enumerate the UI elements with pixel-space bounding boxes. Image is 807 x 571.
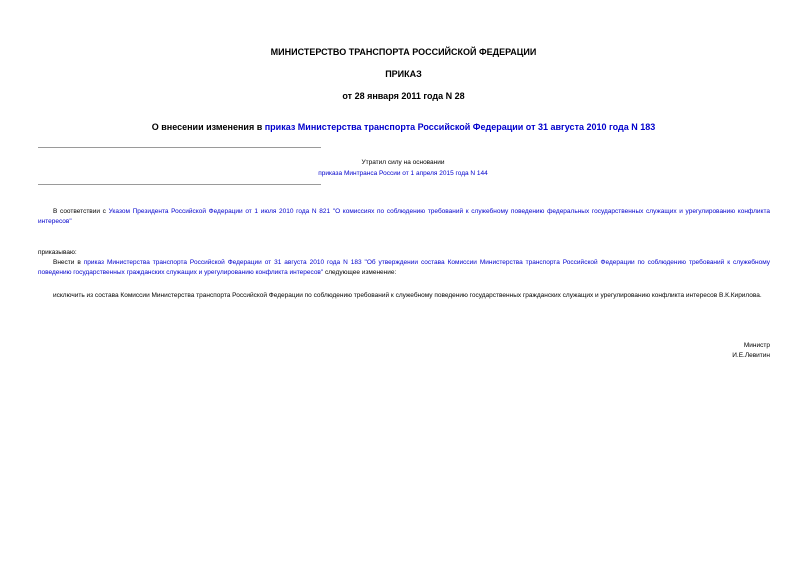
- divider-top: [38, 147, 321, 148]
- document-title: [0, 122, 807, 133]
- status-note-line2: [38, 169, 768, 179]
- preamble-paragraph: [38, 207, 770, 227]
- clause-1-text-end: следующее изменение:: [323, 269, 397, 276]
- ministry-heading: МИНИСТЕРСТВО ТРАНСПОРТА РОССИЙСКОЙ ФЕДЕРАЦИИ: [270, 47, 537, 57]
- clause-1-paragraph: [38, 258, 770, 278]
- divider-bottom: [38, 184, 321, 185]
- document-type: ПРИКАЗ: [385, 69, 422, 79]
- title-link-order-183[interactable]: приказ Министерства транспорта Российской Федерации от 31 августа 2010 года N 183: [264, 122, 656, 132]
- title-prefix: О внесении изменения в: [151, 122, 265, 132]
- clause-1-link-order-183[interactable]: приказ Министерства транспорта Российской Федерации от 31 августа 2010 года N 183 "Об утверждении состава Комиссии Министерства транспорта Российской Федерации по соблюдению требований к служебному поведению государственных гражданских служащих и урегулированию конфликта интересов": [38, 259, 771, 276]
- clause-1-text-start: Внести в: [53, 259, 84, 266]
- status-note-line1: Утратил силу на основании: [361, 159, 445, 166]
- signature-position: Министр: [743, 342, 770, 349]
- clause-2-paragraph: исключить из состава Комиссии Министерства транспорта Российской Федерации по соблюдению требований к служебному поведению государственных гражданских служащих и урегулированию конфликта интересов В.К.Кирилова.: [53, 292, 762, 299]
- preamble-text: В соответствии с: [53, 208, 109, 215]
- document-date-number: от 28 января 2011 года N 28: [342, 91, 465, 101]
- signature-name: И.Е.Левитин: [732, 352, 770, 359]
- preamble-link-decree-821[interactable]: Указом Президента Российской Федерации от 1 июля 2010 года N 821 "О комиссиях по соблюдению требований к служебному поведению федеральных государственных служащих и урегулированию конфликта интересов": [38, 208, 770, 225]
- status-note-link-order-144[interactable]: приказа Минтранса России от 1 апреля 2015 года N 144: [318, 170, 488, 177]
- order-word: приказываю:: [38, 249, 77, 256]
